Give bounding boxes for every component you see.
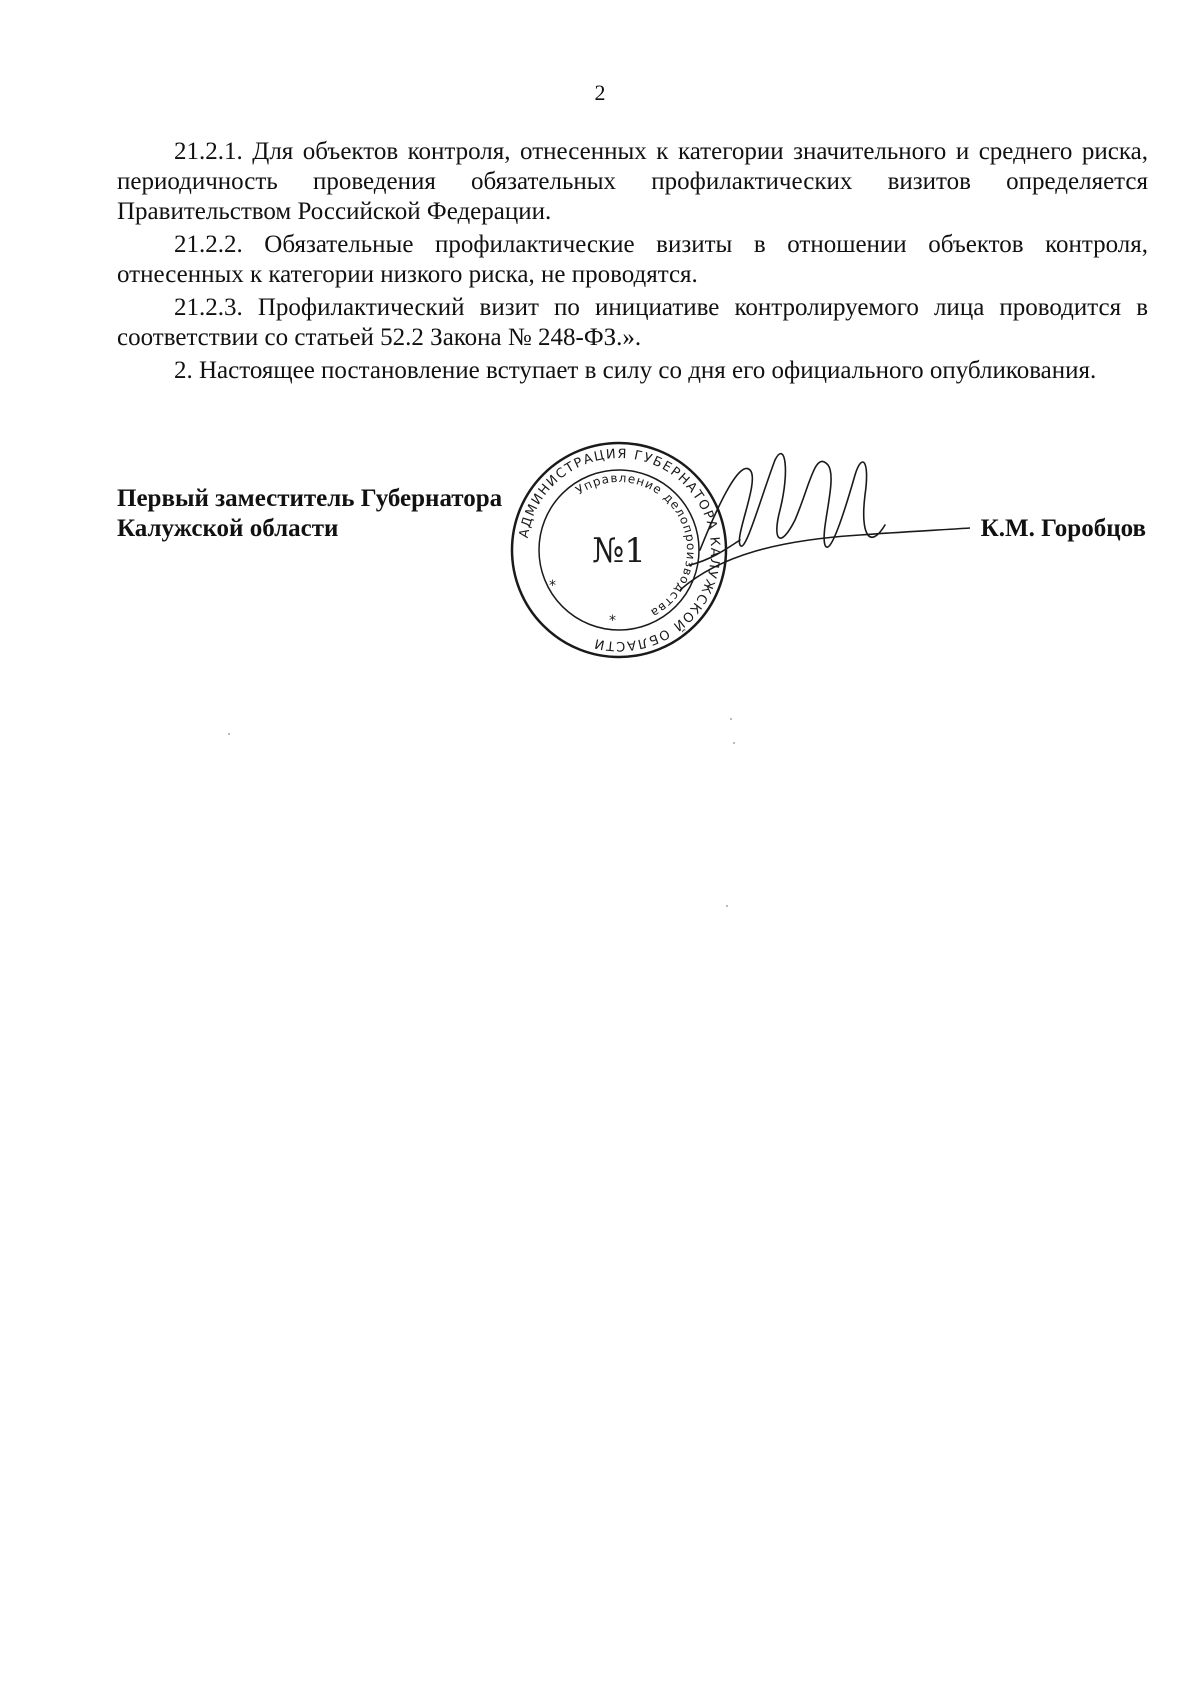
paragraph-21-2-3: 21.2.3. Профилактический визит по инициативе контролируемого лица проводится в соответствии со статьей 52.2 Закона № 248-ФЗ.». [117, 294, 1148, 351]
paragraph-21-2-2: 21.2.2. Обязательные профилактические визиты в отношении объектов контроля, отнесенных к категории низкого риска, не проводятся. [117, 231, 1148, 288]
svg-text:*: * [549, 578, 556, 594]
paragraph-2: 2. Настоящее постановление вступает в силу со дня его официального опубликования. [174, 357, 1097, 384]
signer-title-line1: Первый заместитель Губернатора [117, 485, 503, 512]
signer-title-line2: Калужской области [117, 515, 339, 542]
paragraph-21-2-1: 21.2.1. Для объектов контроля, отнесенных к категории значительного и среднего риска, периодичность проведения обязательных профилактических визитов определяется Правительством Российской Федерации. [117, 138, 1148, 225]
scan-speck [726, 905, 728, 907]
document-body [117, 137, 1148, 389]
signer-title [117, 484, 502, 544]
page-number: 2 [594, 80, 606, 105]
seal-number: №1 [592, 531, 646, 571]
svg-text:*: * [609, 613, 616, 629]
handwritten-signature [680, 440, 970, 600]
svg-text:АДМИНИСТРАЦИЯ ГУБЕРНАТОРА КАЛУ: АДМИНИСТРАЦИЯ ГУБЕРНАТОРА КАЛУЖСКОЙ ОБЛАСТИ [516, 446, 723, 654]
scan-speck [730, 718, 732, 720]
scan-speck [228, 733, 230, 735]
signer-name: К.М. Горобцов [980, 515, 1146, 542]
svg-text:Управление делопроизводства: Управление делопроизводства [573, 470, 699, 621]
scan-speck [733, 742, 735, 744]
